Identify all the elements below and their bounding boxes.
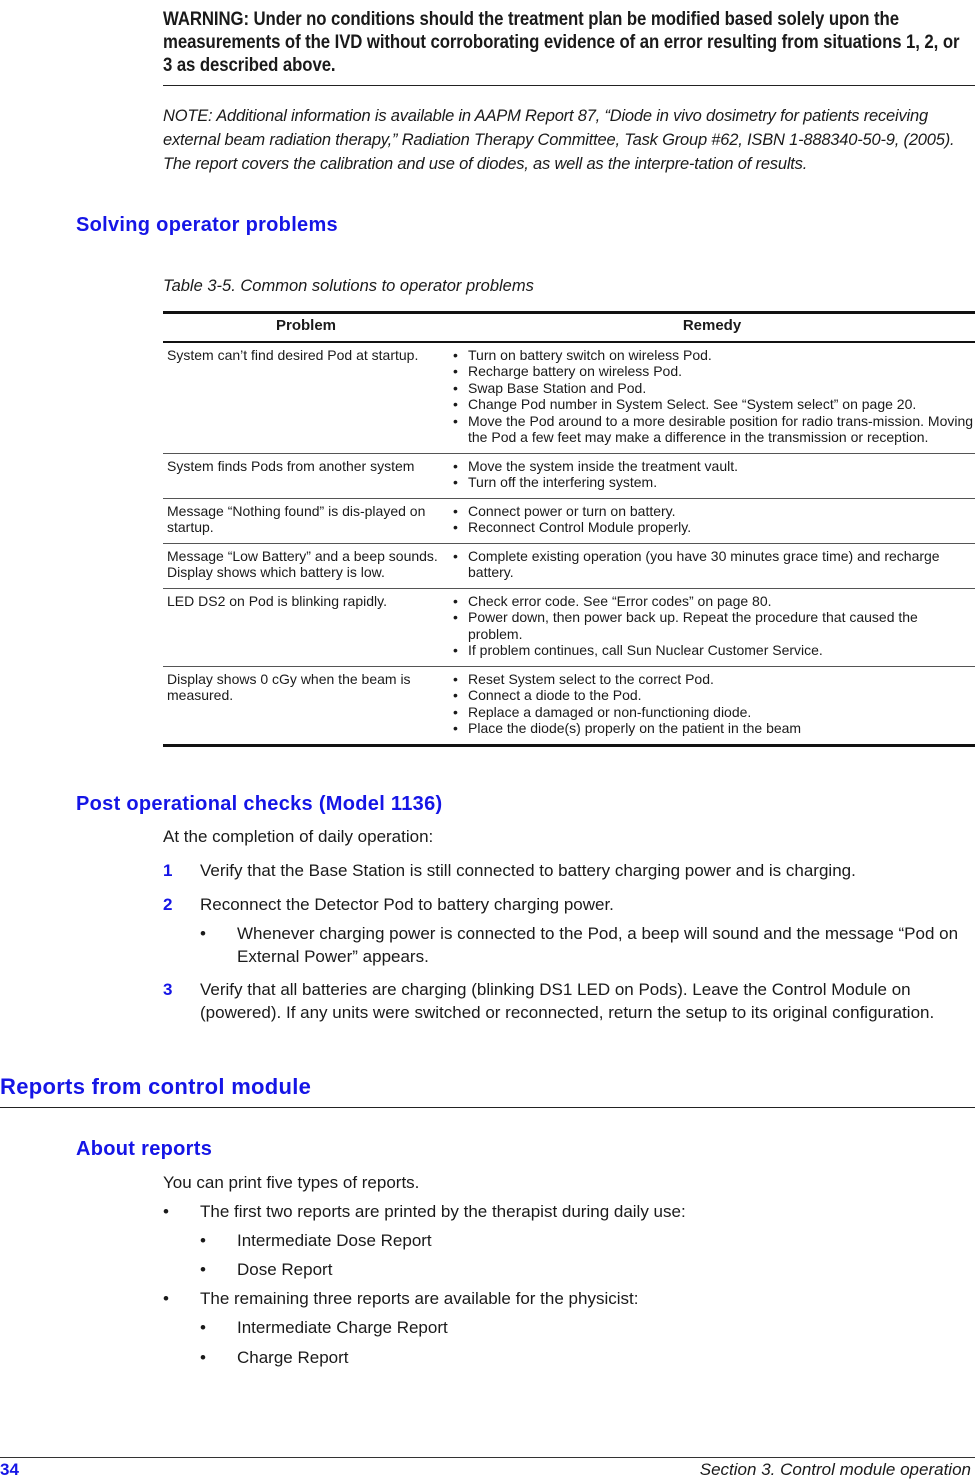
reports-rule	[0, 1107, 975, 1108]
remedy-item: • Reconnect Control Module properly.	[453, 519, 975, 536]
table-row	[163, 666, 975, 745]
bullet-icon: •	[163, 1289, 169, 1308]
remedy-cell	[449, 453, 975, 498]
remedy-item: • Connect a diode to the Pod.	[453, 687, 975, 704]
page-number: 34	[0, 1460, 19, 1479]
remedy-item: • If problem continues, call Sun Nuclear Customer Service.	[453, 642, 975, 659]
solving-heading: Solving operator problems	[76, 214, 338, 236]
solutions-table	[163, 311, 975, 747]
remedy-item: • Turn off the interfering system.	[453, 474, 975, 491]
remedy-item: • Place the diode(s) properly on the patient in the beam	[453, 720, 975, 737]
report-item	[200, 1229, 975, 1252]
report-item	[200, 1346, 975, 1369]
reports-bullet-2	[163, 1287, 975, 1310]
step-1	[163, 859, 975, 882]
reports-heading: Reports from control module	[0, 1074, 312, 1099]
report-item-text: Charge Report	[237, 1348, 349, 1367]
remedy-item: • Power down, then power back up. Repeat the procedure that caused the problem.	[453, 609, 975, 642]
bullet-icon: •	[200, 1348, 206, 1367]
report-item-text: Dose Report	[237, 1260, 333, 1279]
remedy-list	[453, 347, 975, 446]
bullet-icon: •	[200, 1260, 206, 1279]
remedy-cell	[449, 588, 975, 666]
bullet-icon: •	[200, 924, 206, 943]
table-row	[163, 543, 975, 588]
remedy-item: • Replace a damaged or non-functioning diode.	[453, 704, 975, 721]
remedy-item: • Check error code. See “Error codes” on page 80.	[453, 593, 975, 610]
column-header-problem: Problem	[163, 313, 449, 342]
warning-text: WARNING: Under no conditions should the treatment plan be modified based solely upon the measurements of the IVD without corroborating evidence of an error resulting from situations 1, 2, or 3 as described above.	[163, 8, 960, 76]
problem-cell: LED DS2 on Pod is blinking rapidly.	[163, 588, 449, 666]
bullet-icon: •	[200, 1318, 206, 1337]
bullet-icon: •	[163, 1202, 169, 1221]
step-2-bullet	[200, 922, 975, 968]
remedy-list	[453, 503, 975, 536]
remedy-item: • Move the system inside the treatment vault.	[453, 458, 975, 475]
step-text: Verify that all batteries are charging (blinking DS1 LED on Pods). Leave the Control Module on (powered). If any units were switched or reconnected, return the setup to its original configuration.	[200, 980, 935, 1022]
remedy-item: • Turn on battery switch on wireless Pod.	[453, 347, 975, 364]
step-text: Reconnect the Detector Pod to battery charging power.	[200, 895, 614, 914]
table-caption: Table 3-5. Common solutions to operator problems	[163, 277, 534, 295]
remedy-cell	[449, 666, 975, 745]
table-row	[163, 498, 975, 543]
remedy-cell	[449, 342, 975, 454]
problem-cell: System finds Pods from another system	[163, 453, 449, 498]
remedy-item: • Complete existing operation (you have 30 minutes grace time) and recharge battery.	[453, 548, 975, 581]
step-text: Verify that the Base Station is still connected to battery charging power and is charging.	[200, 861, 856, 880]
footer-rule	[0, 1457, 975, 1458]
problem-cell: Message “Nothing found” is dis-played on startup.	[163, 498, 449, 543]
step-number: 2	[163, 895, 173, 914]
table-row	[163, 453, 975, 498]
table-row	[163, 342, 975, 454]
remedy-list	[453, 593, 975, 659]
table-row	[163, 588, 975, 666]
remedy-item: • Swap Base Station and Pod.	[453, 380, 975, 397]
section-title: Section 3. Control module operation	[699, 1460, 971, 1479]
remedy-item: • Reset System select to the correct Pod.	[453, 671, 975, 688]
reports-intro: You can print five types of reports.	[163, 1173, 420, 1192]
note-text: NOTE: Additional information is available in AAPM Report 87, “Diode in vivo dosimetry for patients receiving external beam radiation therapy,” Radiation Therapy Committee, Task Group #62, ISBN 1-888340-50-9, (2005). The report covers the calibration and use of diodes, as well as the interpre-tation of results.	[163, 107, 955, 173]
bullet-icon: •	[200, 1231, 206, 1250]
post-intro: At the completion of daily operation:	[163, 827, 434, 846]
warning-rule	[163, 85, 975, 86]
remedy-item: • Connect power or turn on battery.	[453, 503, 975, 520]
remedy-item: • Change Pod number in System Select. See “System select” on page 20.	[453, 396, 975, 413]
remedy-item: • Move the Pod around to a more desirable position for radio trans-mission. Moving the Pod a few feet may make a difference in the transmission or reception.	[453, 413, 975, 446]
step-3	[163, 978, 975, 1024]
bullet-text: Whenever charging power is connected to the Pod, a beep will sound and the message “Pod on External Power” appears.	[237, 924, 959, 966]
problem-cell: System can’t find desired Pod at startup.	[163, 342, 449, 454]
report-item	[200, 1316, 975, 1339]
problem-cell: Display shows 0 cGy when the beam is measured.	[163, 666, 449, 745]
remedy-item: • Recharge battery on wireless Pod.	[453, 363, 975, 380]
remedy-list	[453, 548, 975, 581]
remedy-list	[453, 458, 975, 491]
remedy-cell	[449, 498, 975, 543]
post-heading: Post operational checks (Model 1136)	[76, 793, 443, 815]
step-number: 3	[163, 980, 173, 999]
bullet-text: The first two reports are printed by the therapist during daily use:	[200, 1202, 686, 1221]
problem-cell: Message “Low Battery” and a beep sounds. Display shows which battery is low.	[163, 543, 449, 588]
reports-bullet-1	[163, 1200, 975, 1223]
step-2	[163, 893, 975, 916]
report-item-text: Intermediate Dose Report	[237, 1231, 432, 1250]
report-item-text: Intermediate Charge Report	[237, 1318, 448, 1337]
column-header-remedy: Remedy	[449, 313, 975, 342]
report-item	[200, 1258, 975, 1281]
about-reports-heading: About reports	[76, 1138, 213, 1160]
bullet-text: The remaining three reports are available for the physicist:	[200, 1289, 639, 1308]
remedy-cell	[449, 543, 975, 588]
remedy-list	[453, 671, 975, 737]
step-number: 1	[163, 861, 173, 880]
table-body	[163, 342, 975, 746]
